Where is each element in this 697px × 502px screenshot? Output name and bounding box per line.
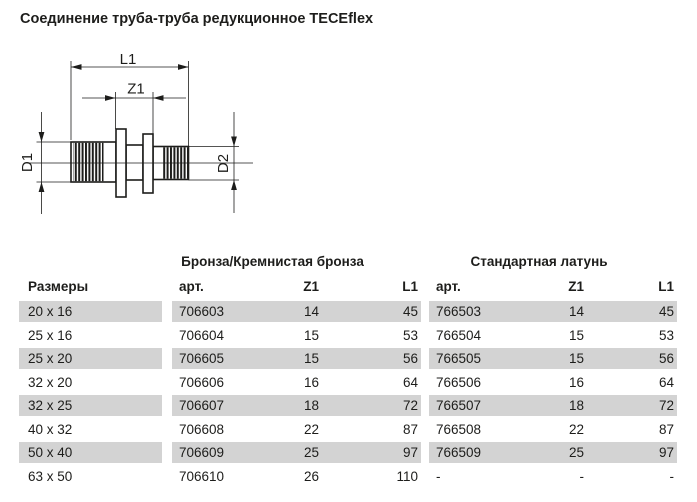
bronze-art-cell: 706607 xyxy=(172,395,259,416)
bronze-l1-cell: 97 xyxy=(327,442,421,463)
dimensions-table xyxy=(19,250,677,489)
column-gap xyxy=(162,348,172,369)
group-header-row xyxy=(19,250,677,272)
fitting-diagram xyxy=(0,45,280,240)
brass-z1-cell: 15 xyxy=(568,327,584,343)
table-body xyxy=(19,301,677,487)
brass-art-cell: - xyxy=(436,468,441,484)
bronze-art-cell: 706604 xyxy=(179,327,225,343)
brass-z1-cell: 16 xyxy=(568,374,584,390)
bronze-z1-cell: 16 xyxy=(303,374,319,390)
bronze-l1-cell: 53 xyxy=(402,327,418,343)
bronze-z1-cell: 22 xyxy=(303,421,319,437)
brass-l1-cell: 72 xyxy=(592,395,677,416)
table-row xyxy=(19,395,677,416)
size-cell: 32 x 25 xyxy=(19,395,162,416)
column-gap xyxy=(421,419,429,440)
column-gap xyxy=(162,301,172,322)
brass-art-cell: 766506 xyxy=(436,374,482,390)
bronze-z1-cell: 18 xyxy=(259,395,327,416)
size-cell: 50 x 40 xyxy=(19,442,162,463)
table-row xyxy=(19,348,677,369)
bronze-art-cell: 706609 xyxy=(172,442,259,463)
column-gap xyxy=(421,442,429,463)
column-gap xyxy=(162,272,172,301)
column-header-row xyxy=(19,272,677,301)
brass-z1-cell: 25 xyxy=(516,442,592,463)
bronze-z1-cell: 14 xyxy=(259,301,327,322)
brass-l1-cell: - xyxy=(669,468,674,484)
brass-l1-cell: 87 xyxy=(658,421,674,437)
bronze-l1-cell: 45 xyxy=(327,301,421,322)
brass-z1-cell: - xyxy=(579,468,584,484)
size-cell: 20 x 16 xyxy=(19,301,162,322)
bronze-l1-cell: 64 xyxy=(402,374,418,390)
brass-l1-cell: 56 xyxy=(592,348,677,369)
bronze-l1-cell: 110 xyxy=(396,468,418,484)
brass-art-cell: 766504 xyxy=(436,327,482,343)
column-header-art-brass: арт. xyxy=(436,279,461,294)
column-header-z1-bronze: Z1 xyxy=(303,279,319,294)
bronze-z1-cell: 15 xyxy=(303,327,319,343)
table-row xyxy=(19,442,677,463)
column-header-l1-brass: L1 xyxy=(658,279,674,294)
size-cell: 25 x 20 xyxy=(19,348,162,369)
column-gap xyxy=(162,419,172,440)
bronze-z1-cell: 25 xyxy=(259,442,327,463)
column-gap xyxy=(421,466,429,487)
column-gap xyxy=(162,325,172,346)
dim-label-l1: L1 xyxy=(119,51,137,68)
bronze-l1-cell: 87 xyxy=(402,421,418,437)
brass-l1-cell: 53 xyxy=(658,327,674,343)
brass-l1-cell: 45 xyxy=(592,301,677,322)
bronze-art-cell: 706610 xyxy=(179,468,225,484)
brass-z1-cell: 22 xyxy=(568,421,584,437)
brass-z1-cell: 18 xyxy=(516,395,592,416)
brass-l1-cell: 97 xyxy=(592,442,677,463)
column-header-size: Размеры xyxy=(28,279,89,294)
table-row xyxy=(19,466,677,487)
column-gap xyxy=(421,395,429,416)
bronze-z1-cell: 26 xyxy=(303,468,319,484)
bronze-art-cell: 706603 xyxy=(172,301,259,322)
brass-z1-cell: 14 xyxy=(516,301,592,322)
column-gap xyxy=(162,442,172,463)
size-cell: 63 x 50 xyxy=(28,468,73,484)
column-header-z1-brass: Z1 xyxy=(568,279,584,294)
size-cell: 25 x 16 xyxy=(28,327,73,343)
brass-art-cell: 766508 xyxy=(436,421,482,437)
column-gap xyxy=(421,372,429,393)
size-cell: 32 x 20 xyxy=(28,374,73,390)
column-gap xyxy=(162,395,172,416)
bronze-art-cell: 706608 xyxy=(179,421,225,437)
bronze-l1-cell: 72 xyxy=(327,395,421,416)
column-gap xyxy=(162,372,172,393)
z1-dimension xyxy=(82,81,186,135)
group-header-bronze: Бронза/Кремнистая бронза xyxy=(181,254,364,269)
dim-label-d1: D1 xyxy=(19,152,36,173)
column-header-art-bronze: арт. xyxy=(179,279,204,294)
table-row xyxy=(19,372,677,393)
table-row xyxy=(19,301,677,322)
column-gap xyxy=(421,301,429,322)
size-cell: 40 x 32 xyxy=(28,421,73,437)
d2-dimension xyxy=(189,112,240,213)
group-header-brass: Стандартная латунь xyxy=(470,254,608,269)
flange-right xyxy=(143,134,153,193)
table-row xyxy=(19,419,677,440)
brass-z1-cell: 15 xyxy=(516,348,592,369)
dim-label-z1: Z1 xyxy=(127,80,145,98)
bronze-art-cell: 706605 xyxy=(172,348,259,369)
brass-art-cell: 766509 xyxy=(429,442,516,463)
ribbed-end-large xyxy=(73,143,104,181)
column-gap xyxy=(421,325,429,346)
bronze-art-cell: 706606 xyxy=(179,374,225,390)
dim-label-d2: D2 xyxy=(215,153,232,174)
table-row xyxy=(19,325,677,346)
brass-l1-cell: 64 xyxy=(658,374,674,390)
bronze-z1-cell: 15 xyxy=(259,348,327,369)
brass-art-cell: 766507 xyxy=(429,395,516,416)
l1-dimension xyxy=(71,51,189,146)
column-gap xyxy=(421,348,429,369)
column-gap xyxy=(421,272,429,301)
brass-art-cell: 766505 xyxy=(429,348,516,369)
page-title: Соединение труба-труба редукционное TECEflex xyxy=(20,11,374,27)
column-gap xyxy=(162,466,172,487)
bronze-l1-cell: 56 xyxy=(327,348,421,369)
column-header-l1-bronze: L1 xyxy=(402,279,418,294)
brass-art-cell: 766503 xyxy=(429,301,516,322)
